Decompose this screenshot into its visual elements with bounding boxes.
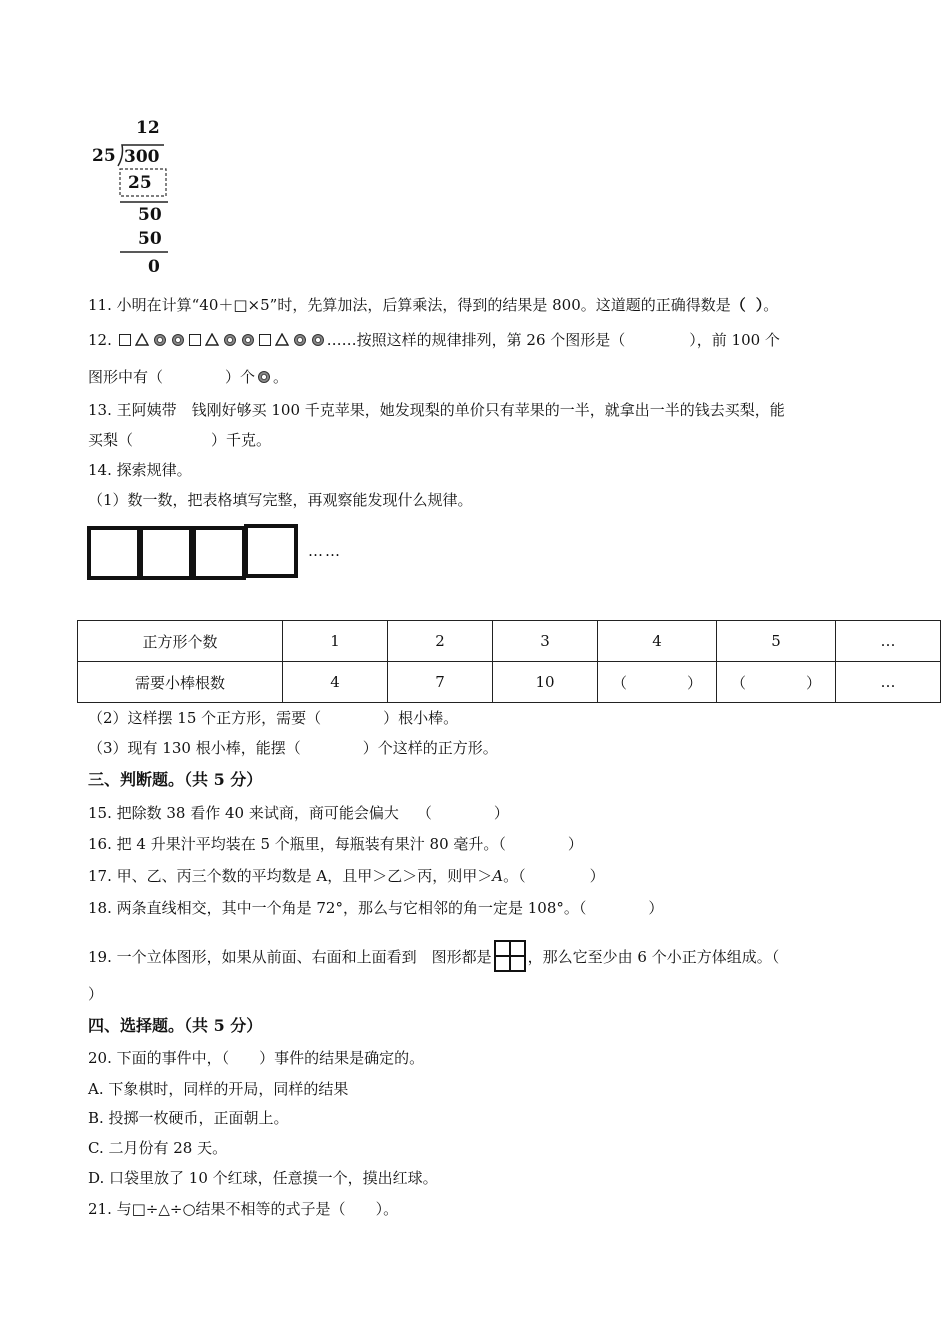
- shape-sequence: [117, 331, 327, 349]
- ring-icon: [241, 333, 255, 347]
- matchstick-squares: [86, 522, 316, 584]
- option-c: C. 二月份有 28 天。: [88, 1139, 228, 1157]
- division-divisor: 25: [92, 146, 116, 166]
- ring-icon: [293, 333, 307, 347]
- table-row: [78, 662, 941, 703]
- ring-icon: [171, 333, 185, 347]
- q12-ellipsis: ……: [326, 331, 357, 349]
- q15-paren-open: （: [416, 804, 432, 822]
- question-18: [88, 898, 663, 918]
- table-row: [78, 621, 941, 662]
- question-14-sub3: [88, 738, 498, 758]
- question-20: [88, 1048, 424, 1068]
- table-cell: 2: [388, 621, 493, 662]
- q17-text-b: 。（: [503, 867, 526, 885]
- q14-sub2-a: （2）这样摆 15 个正方形，需要（: [88, 709, 322, 727]
- question-14-sub2: [88, 708, 458, 728]
- table-cell: 7: [388, 662, 493, 703]
- table-cell: 4: [283, 662, 388, 703]
- q12-number: 12.: [88, 331, 112, 349]
- option-d: D. 口袋里放了 10 个红球，任意摸一个，摸出红球。: [88, 1169, 438, 1187]
- question-17: [88, 866, 605, 886]
- q12-text1: 按照这样的规律排列，第 26 个图形是（: [356, 331, 626, 349]
- table-cell-blank: （ ）: [717, 662, 836, 703]
- triangle-icon: [275, 333, 289, 346]
- q14-sub2-b: ）根小棒。: [383, 709, 459, 727]
- division-step1: 25: [128, 173, 152, 193]
- q19-text-b: ，那么它至少由 6 个小正方体组成。（: [527, 948, 780, 966]
- division-dividend: 300: [124, 147, 160, 167]
- q18-text: 18. 两条直线相交，其中一个角是 72°，那么与它相邻的角一定是 108°。（: [88, 899, 587, 917]
- square-icon: [119, 334, 131, 346]
- q21-text-a: 21. 与□÷△÷○结果不相等的式子是（: [88, 1200, 346, 1218]
- ring-icon: [223, 333, 237, 347]
- table-cell: 10: [493, 662, 598, 703]
- division-step2: 50: [138, 205, 162, 225]
- question-19-cont: ）: [88, 985, 104, 1003]
- question-13: 13. 王阿姨带 钱刚好够买 100 千克苹果，她发现梨的单价只有苹果的一半，就拿出一半的钱去买梨，能: [88, 401, 785, 419]
- division-bracket-lines: [92, 116, 182, 281]
- sticks-ellipsis: ……: [308, 542, 342, 560]
- table-cell: 5: [717, 621, 836, 662]
- grid-view-icon: [494, 940, 526, 972]
- q17-text: 17. 甲、乙、丙三个数的平均数是 A，且甲＞乙＞丙，则甲＞: [88, 867, 493, 885]
- question-12-cont: [88, 367, 288, 387]
- q14-sub3-a: （3）现有 130 根小棒，能摆（: [88, 739, 301, 757]
- question-19: [88, 940, 779, 972]
- ring-icon: [257, 370, 271, 384]
- q12-end: 。: [273, 368, 289, 386]
- question-14-sub1: （1）数一数，把表格填写完整，再观察能发现什么规律。: [88, 491, 473, 509]
- option-a: A. 下象棋时，同样的开局，同样的结果: [88, 1080, 349, 1098]
- question-13-cont: [88, 430, 271, 450]
- q15-paren-close: ）: [493, 804, 509, 822]
- square-icon: [189, 334, 201, 346]
- q11-paren-open: （: [730, 296, 746, 314]
- option-b: B. 投掷一枚硬币，正面朝上。: [88, 1109, 289, 1127]
- q12-text2: ），前 100 个: [689, 331, 780, 349]
- matchstick-squares-figure: [86, 522, 376, 584]
- table-cell: …: [836, 621, 941, 662]
- question-14-title: 14. 探索规律。: [88, 461, 192, 479]
- q12-text4: ）个: [225, 368, 256, 386]
- table-cell: 4: [598, 621, 717, 662]
- question-21: [88, 1199, 398, 1219]
- q18-paren-close: ）: [648, 899, 664, 917]
- q14-sub3-b: ）个这样的正方形。: [362, 739, 498, 757]
- triangle-icon: [135, 333, 149, 346]
- q12-text3: 图形中有（: [88, 368, 164, 386]
- q11-text: 11. 小明在计算“40＋□×5”时，先算加法，后算乘法，得到的结果是 800。这道题的正确得数是: [88, 296, 731, 314]
- q17-variable: A: [492, 867, 504, 885]
- table-header-sticks: 需要小棒根数: [78, 662, 283, 703]
- table-cell: …: [836, 662, 941, 703]
- ring-icon: [311, 333, 325, 347]
- question-12: [88, 330, 780, 350]
- q20-text-b: ）事件的结果是确定的。: [259, 1049, 425, 1067]
- q16-paren-close: ）: [567, 835, 583, 853]
- question-16: [88, 834, 583, 854]
- section-4-heading: 四、选择题。（共 5 分）: [88, 1016, 263, 1035]
- division-step3: 50: [138, 229, 162, 249]
- square-icon: [259, 334, 271, 346]
- question-15: [88, 803, 509, 823]
- table-cell: 3: [493, 621, 598, 662]
- table-cell-blank: （ ）: [598, 662, 717, 703]
- q17-paren-close: ）: [589, 867, 605, 885]
- sticks-table: [77, 620, 941, 703]
- q13-text-b: ）千克。: [211, 431, 272, 449]
- q19-text: 19. 一个立体图形，如果从前面、右面和上面看到 图形都是: [88, 948, 492, 966]
- question-11: [88, 295, 778, 315]
- triangle-icon: [205, 333, 219, 346]
- q16-text: 16. 把 4 升果汁平均装在 5 个瓶里，每瓶装有果汁 80 毫升。（: [88, 835, 506, 853]
- q15-text: 15. 把除数 38 看作 40 来试商，商可能会偏大: [88, 804, 399, 822]
- table-cell: 1: [283, 621, 388, 662]
- long-division-figure: [92, 116, 182, 281]
- division-remainder: 0: [148, 257, 160, 277]
- ring-icon: [153, 333, 167, 347]
- q11-paren-close: ）: [755, 296, 764, 314]
- division-quotient: 12: [136, 118, 160, 138]
- q20-text-a: 20. 下面的事件中，（: [88, 1049, 230, 1067]
- section-3-heading: 三、判断题。（共 5 分）: [88, 770, 263, 789]
- q21-text-b: ）。: [375, 1200, 399, 1218]
- q13-text-a: 买梨（: [88, 431, 134, 449]
- table-header-squares: 正方形个数: [78, 621, 283, 662]
- q11-end: 。: [763, 296, 779, 314]
